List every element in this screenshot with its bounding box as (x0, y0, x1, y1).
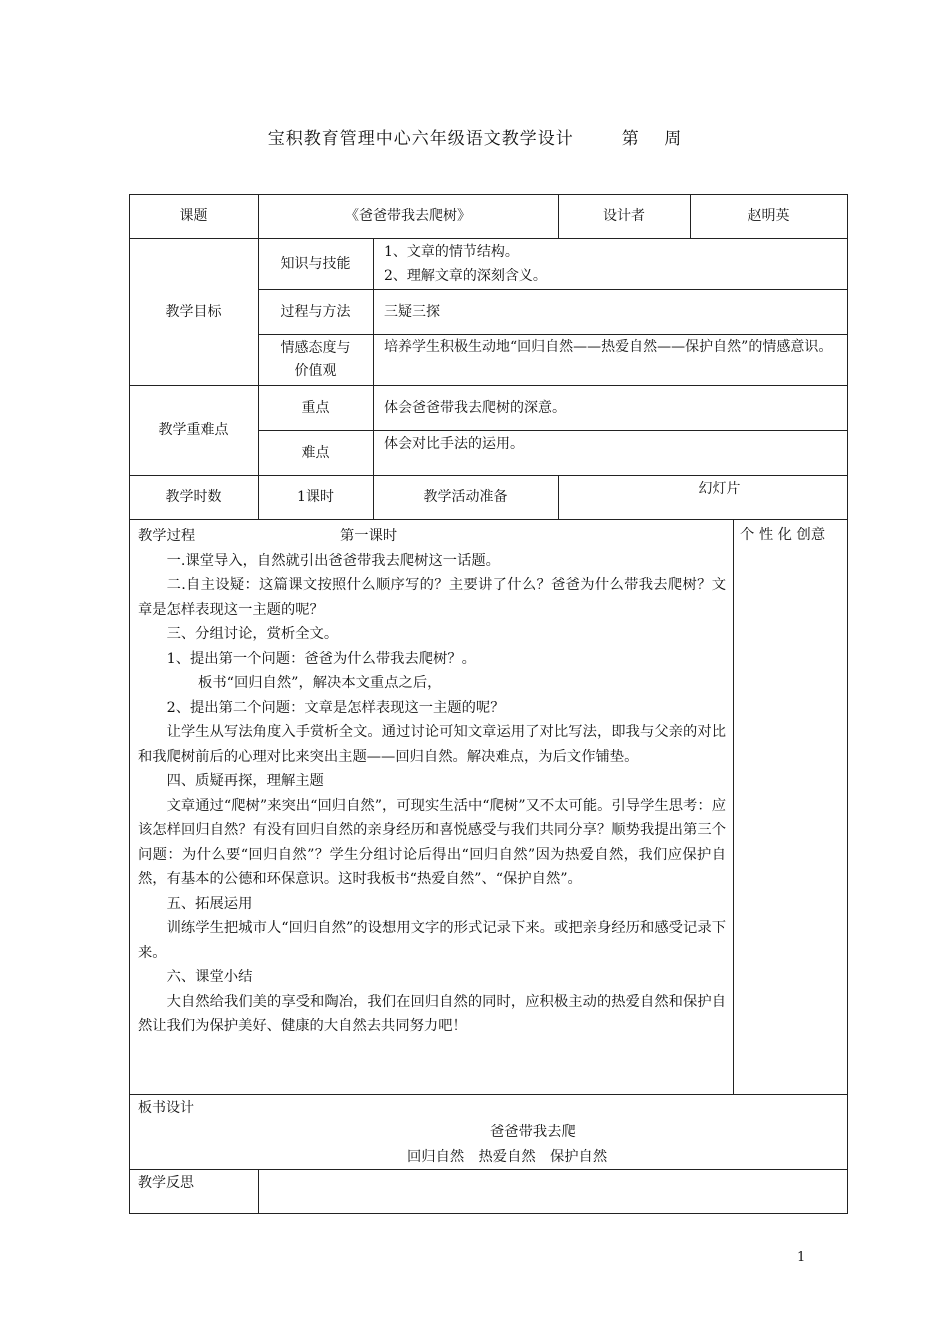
board-line-1: 爸爸带我去爬 (490, 1124, 576, 1140)
table-border (129, 1094, 848, 1095)
creativity-label: 个 性 化 创意 (740, 527, 826, 543)
hard-label: 难点 (301, 444, 330, 461)
key-content: 体会爸爸带我去爬树的深意。 (384, 400, 566, 416)
process-paragraph: 一.课堂导入，自然就引出爸爸带我去爬树这一话题。 (166, 552, 500, 569)
document-title: 宝积教育管理中心六年级语文教学设计 (267, 129, 574, 149)
process-paragraph: 让学生从写法角度入手赏析全文。通过讨论可知文章运用了对比写法，即我与父亲的对比和我爬树前后的心理对比来突出主题——回归自然。解决难点，为后文作铺垫。 (138, 724, 726, 765)
designer-label: 设计者 (603, 208, 645, 224)
prep-label: 教学活动准备 (423, 489, 508, 505)
process-paragraph: 板书“回归自然”，解决本文重点之后， (198, 675, 442, 691)
table-border (373, 238, 374, 386)
period-label: 第一课时 (340, 528, 398, 544)
knowledge-label: 知识与技能 (280, 255, 351, 272)
process-header (138, 524, 726, 549)
hours-label: 教学时数 (165, 489, 222, 505)
table-border (129, 519, 848, 520)
table-border (373, 385, 374, 476)
process-paragraph: 六、课堂小结 (166, 969, 253, 985)
process-label: 教学过程 (138, 528, 196, 544)
topic-value: 《爸爸带我去爬树》 (345, 208, 471, 224)
topic-label: 课题 (179, 208, 208, 224)
method-label: 过程与方法 (280, 303, 351, 320)
emotion-label (258, 334, 373, 385)
hours-value: 1课时 (297, 489, 334, 505)
process-paragraph: 大自然给我们美的享受和陶冶，我们在回归自然的同时，应积极主动的热爱自然和保护自然让我们为保护美好、健康的大自然去共同努力吧！ (138, 993, 726, 1034)
emotion-label-line: 价值观 (294, 362, 337, 379)
reflection-content[interactable] (259, 1170, 847, 1213)
process-paragraph: 五、拓展运用 (166, 895, 253, 912)
designer-name: 赵明英 (747, 208, 790, 224)
keypoints-label: 教学重难点 (158, 422, 229, 438)
key-label: 重点 (301, 399, 330, 416)
process-paragraph: 训练学生把城市人“回归自然”的设想用文字的形式记录下来。或把亲身经历和感受记录下来。 (138, 920, 726, 961)
knowledge-item: 2、理解文章的深刻含义。 (384, 268, 547, 284)
knowledge-item: 1、文章的情节结构。 (384, 244, 519, 260)
table-border (733, 519, 734, 1095)
hard-content: 体会对比手法的运用。 (384, 436, 524, 452)
table-border (847, 194, 848, 1214)
board-line-2: 回归自然 热爱自然 保护自然 (407, 1149, 608, 1165)
reflection-label: 教学反思 (138, 1175, 194, 1191)
process-paragraph: 三、分组讨论，赏析全文。 (166, 626, 339, 642)
emotion-content: 培养学生积极生动地“回归自然——热爱自然——保护自然”的情感意识。 (384, 339, 833, 355)
process-paragraph: 二.自主设疑：这篇课文按照什么顺序写的？主要讲了什么？爸爸为什么带我去爬树？文章是怎样表现这一主题的呢？ (138, 577, 726, 618)
knowledge-content (384, 240, 844, 288)
board-label: 板书设计 (138, 1100, 194, 1116)
page-number: 1 (797, 1250, 806, 1265)
method-content: 三疑三探 (384, 304, 440, 320)
process-paragraph: 文章通过“爬树”来突出“回归自然”，可现实生活中“爬树”又不太可能。引导学生思考：应该怎样回归自然？有没有回归自然的亲身经历和喜悦感受与我们共同分享？顺势我提出第三个问题：为什么要“回归自然”？学生分组讨论后得出“回归自然”因为热爱自然，我们应保护自然，有基本的公德和环保意识。这时我板书“热爱自然”、“保护自然”。 (138, 797, 726, 887)
goals-label: 教学目标 (165, 303, 222, 320)
week-label: 第 周 (621, 129, 683, 149)
process-paragraph: 1、提出第一个问题：爸爸为什么带我去爬树？。 (166, 650, 476, 667)
emotion-label-line: 情感态度与 (280, 339, 351, 356)
teaching-process (138, 524, 726, 1039)
process-paragraph: 2、提出第二个问题：文章是怎样表现这一主题的呢？ (166, 699, 505, 716)
table-border (129, 1213, 848, 1214)
page-title (0, 124, 950, 149)
process-paragraph: 四、质疑再探，理解主题 (166, 773, 324, 789)
prep-value: 幻灯片 (698, 481, 741, 497)
